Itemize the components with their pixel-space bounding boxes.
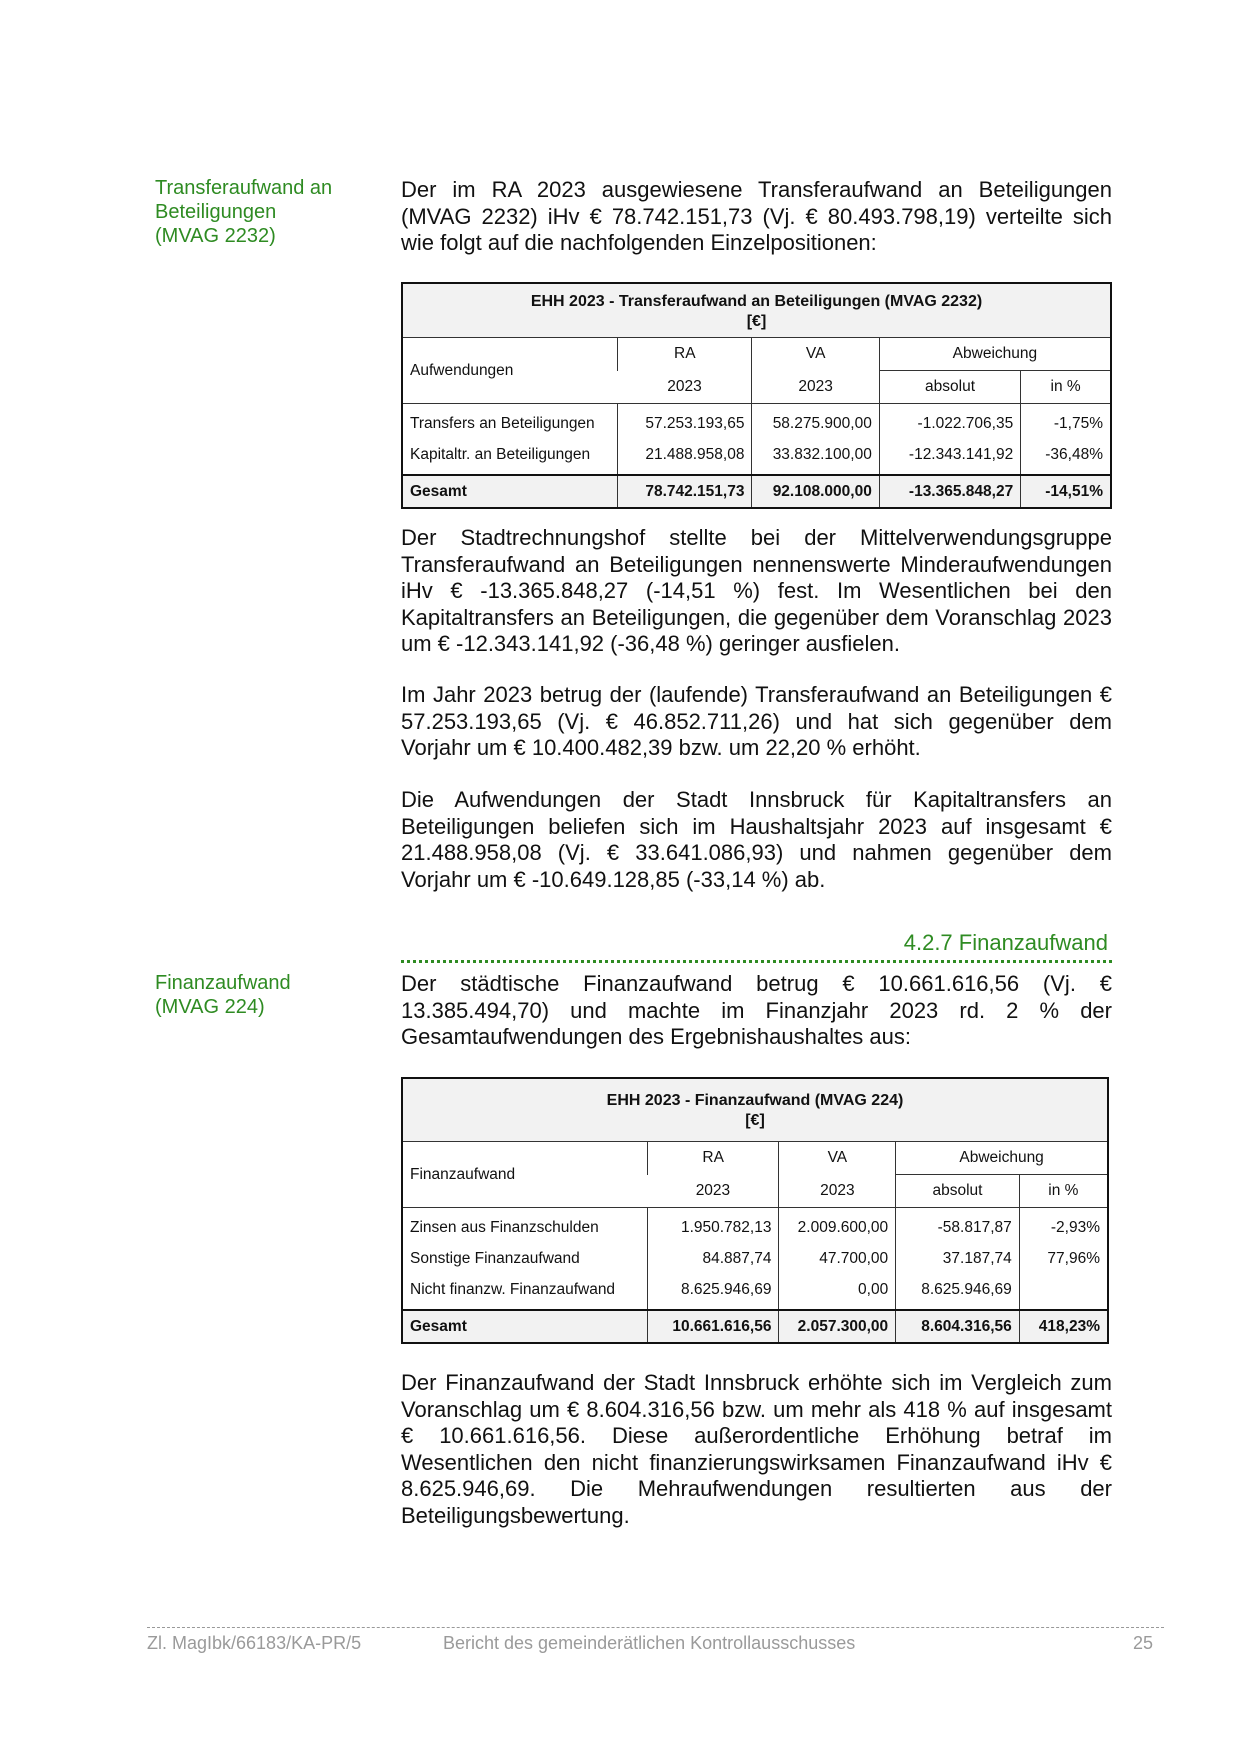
table-row: Transfers an Beteiligungen 57.253.193,65 58.275.900,00 -1.022.706,35 -1,75% (402, 404, 1111, 440)
footer-title: Bericht des gemeinderätlichen Kontrollausschusses (443, 1633, 856, 1653)
paragraph-kapitaltransfers: Die Aufwendungen der Stadt Innsbruck für Kapitaltransfers an Beteiligungen beliefen sich im Haushaltsjahr 2023 auf insgesamt € 21.488.958,08 (Vj. € 33.641.086,93) und nahmen gegenüber dem Vorjahr um € -10.649.128,85 (-33,14 %) ab. (401, 787, 1112, 892)
col-header-ra: RA (618, 338, 752, 371)
table-total-row: Gesamt 78.742.151,73 92.108.000,00 -13.365.848,27 -14,51% (402, 475, 1111, 508)
table-title: EHH 2023 - Transferaufwand an Beteiligungen (MVAG 2232) [€] (402, 283, 1111, 338)
col-header-va-year: 2023 (779, 1175, 896, 1208)
side-label-transferaufwand: Transferaufwand an Beteiligungen (MVAG 2232) (155, 177, 333, 247)
table-total-row: Gesamt 10.661.616,56 2.057.300,00 8.604.316,56 418,23% (402, 1310, 1108, 1343)
col-header-ra-year: 2023 (647, 1175, 779, 1208)
col-header-label: Finanzaufwand (402, 1142, 647, 1208)
footer-reference: Zl. MagIbk/66183/KA-PR/5 (147, 1633, 362, 1653)
footer-page-number: 25 (1133, 1633, 1154, 1653)
paragraph-finanzaufwand-erhoehung: Der Finanzaufwand der Stadt Innsbruck erhöhte sich im Vergleich zum Voranschlag um € 8.604.316,56 bzw. um mehr als 418 % auf insgesamt € 10.661.616,56. Diese außerordentliche Erhöhung betraf im Wesentlichen den nicht finanzierungswirksamen Finanzaufwand iHv € 8.625.946,69. Die Mehraufwendungen resultierten aus der Beteiligungsbewertung. (401, 1370, 1112, 1528)
table-row: Sonstige Finanzaufwand 84.887,74 47.700,00 37.187,74 77,96% (402, 1243, 1108, 1274)
col-header-absolute: absolut (879, 371, 1020, 404)
col-header-percent: in % (1019, 1175, 1108, 1208)
col-header-ra: RA (647, 1142, 779, 1175)
table-row: Nicht finanzw. Finanzaufwand 8.625.946,69 0,00 8.625.946,69 (402, 1274, 1108, 1310)
section-heading-finanzaufwand: 4.2.7 Finanzaufwand (401, 926, 1112, 963)
side-label-finanzaufwand: Finanzaufwand (MVAG 224) (155, 972, 291, 1018)
col-header-label: Aufwendungen (402, 338, 618, 404)
intro-paragraph-transfer: Der im RA 2023 ausgewiesene Transferaufwand an Beteiligungen (MVAG 2232) iHv € 78.742.151,73 (Vj. € 80.493.798,19) verteilte sich wie folgt auf die nachfolgenden Einzelpositionen: (401, 177, 1112, 255)
intro-paragraph-finanz: Der städtische Finanzaufwand betrug € 10.661.616,56 (Vj. € 13.385.494,70) und machte im Finanzjahr 2023 rd. 2 % der Gesamtaufwendungen des Ergebnishaushaltes aus: (401, 971, 1112, 1049)
table-finanzaufwand (401, 1077, 1109, 1344)
footer-divider (147, 1627, 1164, 1628)
col-header-va: VA (779, 1142, 896, 1175)
col-header-ra-year: 2023 (618, 371, 752, 404)
col-header-deviation: Abweichung (879, 338, 1111, 371)
table-title: EHH 2023 - Finanzaufwand (MVAG 224) [€] (402, 1078, 1108, 1142)
paragraph-laufender-transfer: Im Jahr 2023 betrug der (laufende) Transferaufwand an Beteiligungen € 57.253.193,65 (Vj. € 46.852.711,26) und hat sich gegenüber dem Vorjahr um € 10.400.482,39 bzw. um 22,20 % erhöht. (401, 682, 1112, 760)
table-row: Zinsen aus Finanzschulden 1.950.782,13 2.009.600,00 -58.817,87 -2,93% (402, 1208, 1108, 1244)
col-header-absolute: absolut (896, 1175, 1020, 1208)
col-header-percent: in % (1021, 371, 1111, 404)
table-transferaufwand (401, 282, 1112, 509)
table-row: Kapitaltr. an Beteiligungen 21.488.958,08 33.832.100,00 -12.343.141,92 -36,48% (402, 439, 1111, 475)
col-header-va-year: 2023 (752, 371, 879, 404)
paragraph-minderaufwendungen: Der Stadtrechnungshof stellte bei der Mittelverwendungsgruppe Transferaufwand an Beteiligungen nennenswerte Minderaufwendungen iHv € -13.365.848,27 (-14,51 %) fest. Im Wesentlichen bei den Kapitaltransfers an Beteiligungen, die gegenüber dem Voranschlag 2023 um € -12.343.141,92 (-36,48 %) geringer ausfielen. (401, 525, 1112, 656)
col-header-va: VA (752, 338, 879, 371)
col-header-deviation: Abweichung (896, 1142, 1108, 1175)
